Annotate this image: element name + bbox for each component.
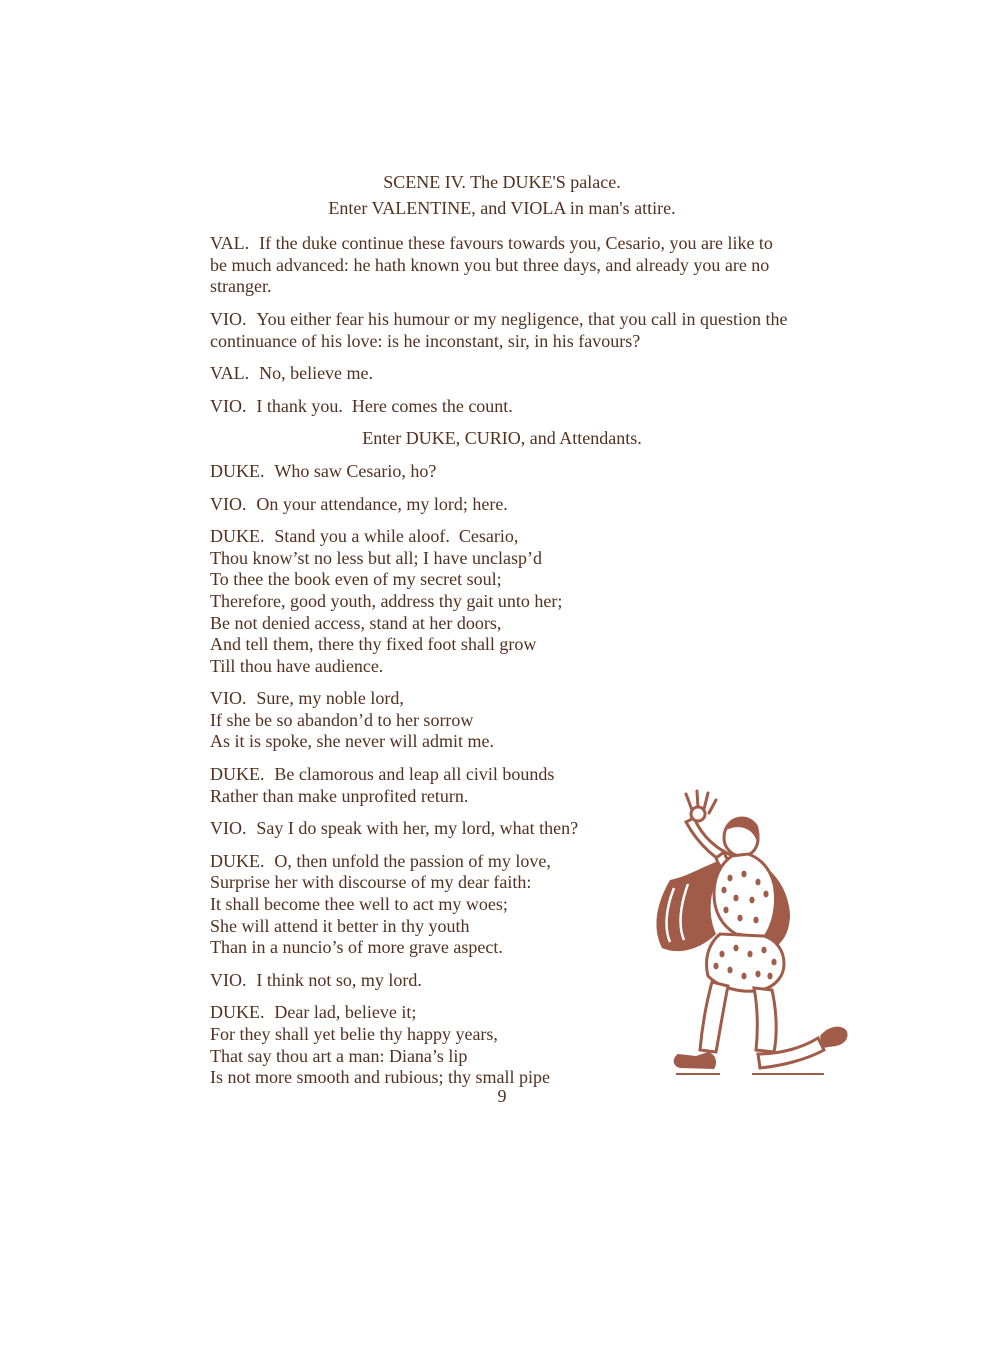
text-line: Therefore, good youth, address thy gait unto her; [210,590,563,611]
text-line: VIO. I think not so, my lord. [210,969,422,990]
speaker-label: VIO. [210,969,247,990]
kneeling-figure-illustration [648,786,858,1086]
speech-vio [210,396,794,418]
speech-vio [210,494,794,516]
speaker-label: VAL. [210,363,250,384]
text-line: DUKE. O, then unfold the passion of my love, [210,850,551,871]
text-line: If she be so abandon’d to her sorrow [210,709,474,730]
page-number: 9 [497,1086,507,1106]
speaker-label: DUKE. [210,1002,265,1023]
text-line: DUKE. Who saw Cesario, ho? [210,460,437,481]
text-line: For they shall yet belie thy happy years, [210,1024,498,1044]
text-line: VAL. If the duke continue these favours towards you, Cesario, you are like to be much advanced: he hath known you but three days, and already you are no stranger. [210,233,778,297]
speaker-label: VAL. [210,233,250,254]
speech-vio [210,309,794,352]
text-line: VIO. You either fear his humour or my negligence, that you call in question the continuance of his love: is he inconstant, sir, in his favours? [210,308,792,351]
text-line: DUKE. Stand you a while aloof. Cesario, [210,526,519,547]
text-line: As it is spoke, she never will admit me. [210,731,494,752]
speaker-label: VIO. [210,395,247,416]
text-line: That say thou art a man: Diana’s lip [210,1045,468,1066]
opening-stage-direction: Enter VALENTINE, and VIOLA in man's attire. [328,197,676,218]
text-line: Be not denied access, stand at her doors, [210,612,502,633]
scene-heading: SCENE IV. The DUKE'S palace. [383,172,621,192]
speech-vio [210,688,794,753]
text-line: Thou know’st no less but all; I have unclasp’d [210,547,542,568]
text-line: Is not more smooth and rubious; thy small pipe [210,1067,550,1088]
speech-val [210,363,794,385]
speech-duke [210,526,794,677]
text-line: VIO. On your attendance, my lord; here. [210,493,508,514]
speaker-label: VIO. [210,493,247,514]
text-line: And tell them, there thy fixed foot shall grow [210,634,537,655]
text-line: Rather than make unprofited return. [210,785,469,806]
stage-direction: Enter DUKE, CURIO, and Attendants. [362,428,642,449]
text-line: VIO. Sure, my noble lord, [210,688,404,709]
speaker-label: DUKE. [210,460,265,481]
text-line: VIO. Say I do speak with her, my lord, what then? [210,818,579,839]
speaker-label: VIO. [210,688,247,709]
text-line: Surprise her with discourse of my dear faith: [210,872,532,893]
text-line: VIO. I thank you. Here comes the count. [210,395,513,416]
speech-val [210,233,794,298]
speaker-label: VIO. [210,818,247,839]
text-line: VAL. No, believe me. [210,363,374,384]
speaker-label: DUKE. [210,764,265,785]
text-line: DUKE. Be clamorous and leap all civil bounds [210,764,555,785]
speaker-label: DUKE. [210,526,265,547]
text-line: Till thou have audience. [210,655,384,676]
text-line: It shall become thee well to act my woes; [210,894,508,915]
speaker-label: VIO. [210,308,247,329]
text-line: DUKE. Dear lad, believe it; [210,1002,417,1023]
text-line: To thee the book even of my secret soul; [210,569,502,590]
text-line: Than in a nuncio’s of more grave aspect. [210,937,503,958]
speaker-label: DUKE. [210,850,265,871]
speech-duke [210,461,794,483]
text-line: She will attend it better in thy youth [210,915,470,936]
